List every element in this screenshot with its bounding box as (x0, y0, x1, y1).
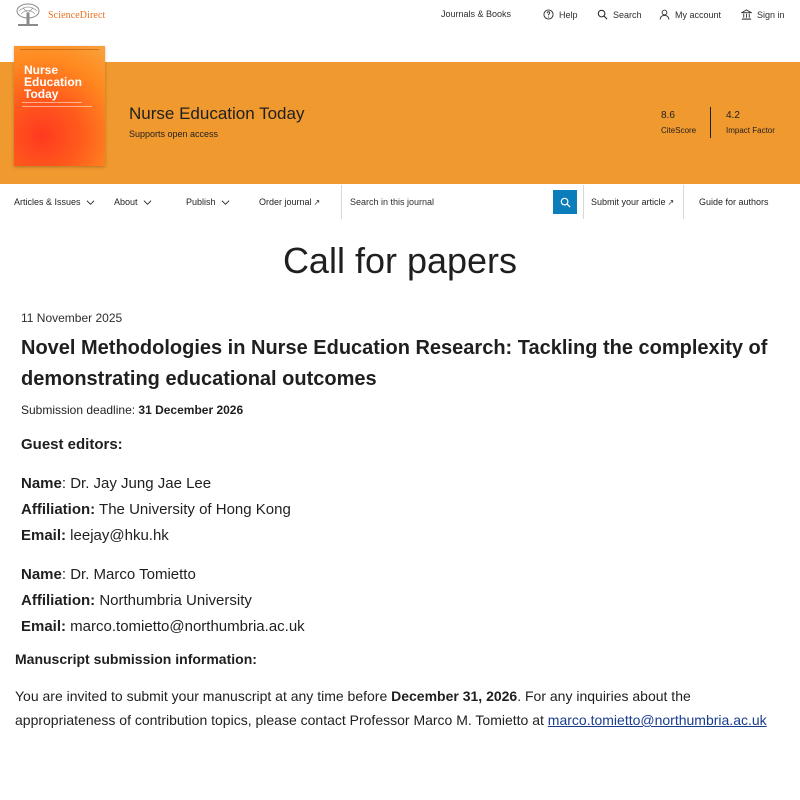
order-journal-label: Order journal (259, 197, 312, 207)
name-label: Name (21, 566, 62, 583)
external-link-icon: ↗ (313, 197, 321, 207)
citescore-label: CiteScore (661, 126, 697, 135)
publish-date: 11 November 2025 (21, 311, 123, 325)
impact-factor-metric[interactable] (726, 110, 775, 135)
cover-title-line: Education (24, 75, 83, 89)
brand-name: ScienceDirect (48, 9, 106, 21)
cover-title-line: Today (24, 87, 59, 101)
deadline-value: 31 December 2026 (138, 403, 244, 417)
publish-label: Publish (186, 197, 216, 207)
name-label: Name (21, 475, 62, 492)
metric-divider (710, 107, 711, 138)
order-journal-link[interactable] (259, 197, 320, 207)
email-label: Email: (21, 527, 67, 544)
editor-1-name (21, 475, 211, 492)
journals-books-link[interactable] (441, 9, 511, 19)
nav-divider (683, 185, 684, 219)
articles-issues-label: Articles & Issues (14, 197, 81, 207)
affiliation-label: Affiliation: (21, 501, 96, 518)
cover-decoration (22, 102, 82, 103)
cover-title (24, 64, 82, 100)
guest-editors-heading: Guest editors: (21, 436, 123, 453)
help-link[interactable] (543, 9, 578, 20)
journal-search-box (341, 185, 584, 219)
journals-books-label: Journals & Books (441, 9, 512, 19)
help-label: Help (559, 9, 578, 20)
impact-factor-value: 4.2 (726, 110, 740, 121)
help-icon (543, 9, 554, 20)
affiliation-label: Affiliation: (21, 592, 96, 609)
search-link[interactable] (597, 9, 642, 20)
articles-issues-menu[interactable] (14, 197, 95, 207)
open-access-note: Supports open access (129, 129, 219, 139)
paragraph-deadline: December 31, 2026 (391, 688, 518, 704)
chevron-down-icon (143, 198, 152, 207)
chevron-down-icon (221, 198, 230, 207)
publish-menu[interactable] (186, 197, 230, 207)
submit-article-link[interactable] (591, 197, 674, 207)
contact-email-link[interactable]: marco.tomietto@northumbria.ac.uk (547, 712, 767, 728)
page-title: Call for papers (282, 240, 518, 281)
paragraph-text: . For any inquiries about the appropriateness of contribution topics, please contact Professor Marco M. Tomietto at (15, 688, 691, 728)
sign-in-label: Sign in (757, 9, 785, 20)
editor-email: leejay@hku.hk (66, 527, 169, 544)
journal-title[interactable]: Nurse Education Today (129, 104, 305, 123)
deadline-label: Submission deadline: (21, 403, 139, 417)
manuscript-info-heading: Manuscript submission information: (15, 651, 257, 667)
cover-decoration (22, 106, 92, 107)
about-label: About (114, 197, 138, 207)
sign-in-link[interactable] (741, 9, 785, 20)
my-account-link[interactable] (659, 9, 721, 20)
submit-article-label: Submit your article (591, 197, 666, 207)
editor-1-affiliation (21, 501, 291, 518)
editor-name: : Dr. Jay Jung Jae Lee (61, 475, 212, 492)
top-bar (0, 0, 800, 32)
editor-affiliation: Northumbria University (95, 592, 252, 609)
elsevier-tree-icon (14, 3, 42, 27)
journal-search-button[interactable] (553, 190, 577, 214)
search-label: Search (613, 9, 642, 20)
citescore-value: 8.6 (661, 110, 675, 121)
sciencedirect-logo[interactable] (14, 3, 105, 27)
editor-2-name (21, 566, 196, 583)
editor-affiliation: The University of Hong Kong (95, 501, 291, 518)
editor-name: : Dr. Marco Tomietto (61, 566, 196, 583)
submission-paragraph (15, 684, 775, 732)
journal-search-input[interactable] (350, 194, 550, 210)
cover-title-line: Nurse (24, 63, 59, 77)
submission-deadline (21, 403, 243, 417)
chevron-down-icon (86, 198, 95, 207)
editor-email: marco.tomietto@northumbria.ac.uk (66, 618, 305, 635)
guide-authors-label: Guide for authors (699, 197, 769, 207)
search-icon (560, 197, 571, 208)
editor-1-email (21, 527, 169, 544)
citescore-metric[interactable] (661, 110, 696, 135)
paragraph-text: You are invited to submit your manuscript at any time before (15, 688, 392, 704)
call-title: Novel Methodologies in Nurse Education Research: Tackling the complexity of demonstrating educational outcomes (21, 337, 768, 390)
impact-factor-label: Impact Factor (726, 126, 775, 135)
email-label: Email: (21, 618, 67, 635)
editor-2-email (21, 618, 305, 635)
search-icon (597, 9, 608, 20)
guide-authors-link[interactable] (699, 197, 769, 207)
my-account-label: My account (675, 9, 722, 20)
editor-2-affiliation (21, 592, 252, 609)
cover-top-rule (20, 49, 99, 53)
institution-icon (741, 9, 752, 20)
about-menu[interactable] (114, 197, 152, 207)
user-icon (659, 9, 670, 20)
external-link-icon: ↗ (667, 197, 675, 207)
journal-cover-image[interactable] (14, 46, 105, 166)
